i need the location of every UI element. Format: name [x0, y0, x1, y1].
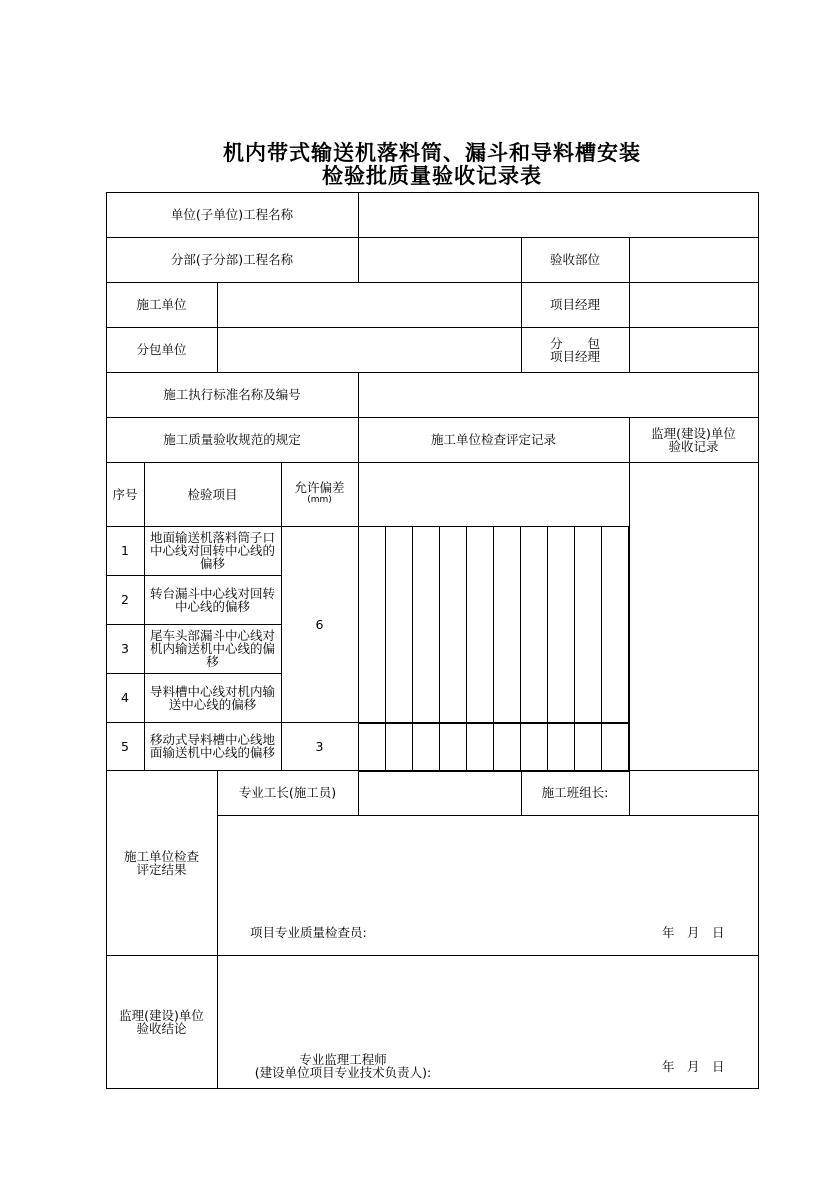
item-2-no: 2 — [106, 575, 145, 625]
label-unit-project-name: 单位(子单位)工程名称 — [106, 192, 359, 238]
check-record-cell[interactable] — [547, 526, 575, 724]
label-construction-unit: 施工单位 — [106, 282, 218, 328]
check-record-cell[interactable] — [385, 722, 413, 772]
field-foreman[interactable] — [358, 770, 522, 816]
label-construction-check-record: 施工单位检查评定记录 — [358, 417, 630, 463]
tolerance-label: 允许偏差 — [294, 479, 345, 495]
item-3-no: 3 — [106, 624, 145, 674]
label-construction-result: 施工单位检查 评定结果 — [106, 770, 218, 956]
check-record-cell[interactable] — [439, 722, 467, 772]
date-supervision: 年 月 日 — [662, 1059, 725, 1074]
check-record-cell[interactable] — [358, 722, 386, 772]
col-header-tolerance — [281, 462, 359, 527]
check-record-cell[interactable] — [601, 526, 629, 724]
label-standard-name: 施工执行标准名称及编号 — [106, 372, 359, 418]
check-record-cell[interactable] — [493, 526, 521, 724]
check-record-cell[interactable] — [493, 722, 521, 772]
item-4-no: 4 — [106, 673, 145, 723]
field-team-leader[interactable] — [629, 770, 759, 816]
check-record-cell[interactable] — [385, 526, 413, 724]
check-record-cell[interactable] — [439, 526, 467, 724]
label-subcontract-manager: 分 包 项目经理 — [521, 327, 630, 373]
title-line-2: 检验批质量验收记录表 — [322, 163, 542, 188]
item-2-name: 转台漏斗中心线对回转 中心线的偏移 — [144, 575, 282, 625]
label-spec-rules: 施工质量验收规范的规定 — [106, 417, 359, 463]
title-line-1: 机内带式输送机落料筒、漏斗和导料槽安装 — [223, 140, 641, 165]
check-record-cell[interactable] — [574, 526, 602, 724]
field-sub-project-name[interactable] — [358, 237, 522, 283]
field-standard-name[interactable] — [358, 372, 759, 418]
field-construction-unit[interactable] — [217, 282, 522, 328]
check-record-cell[interactable] — [547, 722, 575, 772]
field-unit-project-name[interactable] — [358, 192, 759, 238]
item-4-name: 导料槽中心线对机内输 送中心线的偏移 — [144, 673, 282, 723]
label-quality-inspector: 项目专业质量检查员: — [250, 925, 367, 940]
check-record-cell[interactable] — [412, 526, 440, 724]
field-subcontract-unit[interactable] — [217, 327, 522, 373]
label-subcontract-unit: 分包单位 — [106, 327, 218, 373]
check-record-cell[interactable] — [520, 722, 548, 772]
label-team-leader: 施工班组长: — [521, 770, 630, 816]
check-record-cell[interactable] — [520, 526, 548, 724]
label-project-manager: 项目经理 — [521, 282, 630, 328]
date-construction: 年 月 日 — [662, 925, 725, 940]
label-sub-project-name: 分部(子分部)工程名称 — [106, 237, 359, 283]
tolerance-items-1-4: 6 — [281, 526, 359, 723]
check-record-header-blank — [358, 462, 630, 527]
check-record-cell[interactable] — [466, 722, 494, 772]
check-record-cell[interactable] — [358, 526, 386, 724]
label-supervision-conclusion: 监理(建设)单位 验收结论 — [106, 955, 218, 1089]
label-supervising-engineer: 专业监理工程师 (建设单位项目专业技术负责人): — [254, 1052, 432, 1080]
field-supervision-record[interactable] — [629, 462, 759, 771]
item-1-name: 地面输送机落料筒子口 中心线对回转中心线的 偏移 — [144, 526, 282, 576]
col-header-no: 序号 — [106, 462, 145, 527]
item-1-no: 1 — [106, 526, 145, 576]
check-record-cell[interactable] — [412, 722, 440, 772]
check-record-cell[interactable] — [466, 526, 494, 724]
check-record-cell[interactable] — [574, 722, 602, 772]
label-acceptance-part: 验收部位 — [521, 237, 630, 283]
field-project-manager[interactable] — [629, 282, 759, 328]
col-header-item: 检验项目 — [144, 462, 282, 527]
field-subcontract-manager[interactable] — [629, 327, 759, 373]
label-supervision-record: 监理(建设)单位 验收记录 — [629, 417, 759, 463]
tolerance-item-5: 3 — [281, 722, 359, 771]
item-3-name: 尾车头部漏斗中心线对 机内输送机中心线的偏 移 — [144, 624, 282, 674]
item-5-no: 5 — [106, 722, 145, 771]
label-foreman: 专业工长(施工员) — [217, 770, 359, 816]
field-acceptance-part[interactable] — [629, 237, 759, 283]
tolerance-unit: (mm) — [307, 494, 332, 505]
item-5-name: 移动式导料槽中心线地 面输送机中心线的偏移 — [144, 722, 282, 771]
check-record-cell[interactable] — [601, 722, 629, 772]
